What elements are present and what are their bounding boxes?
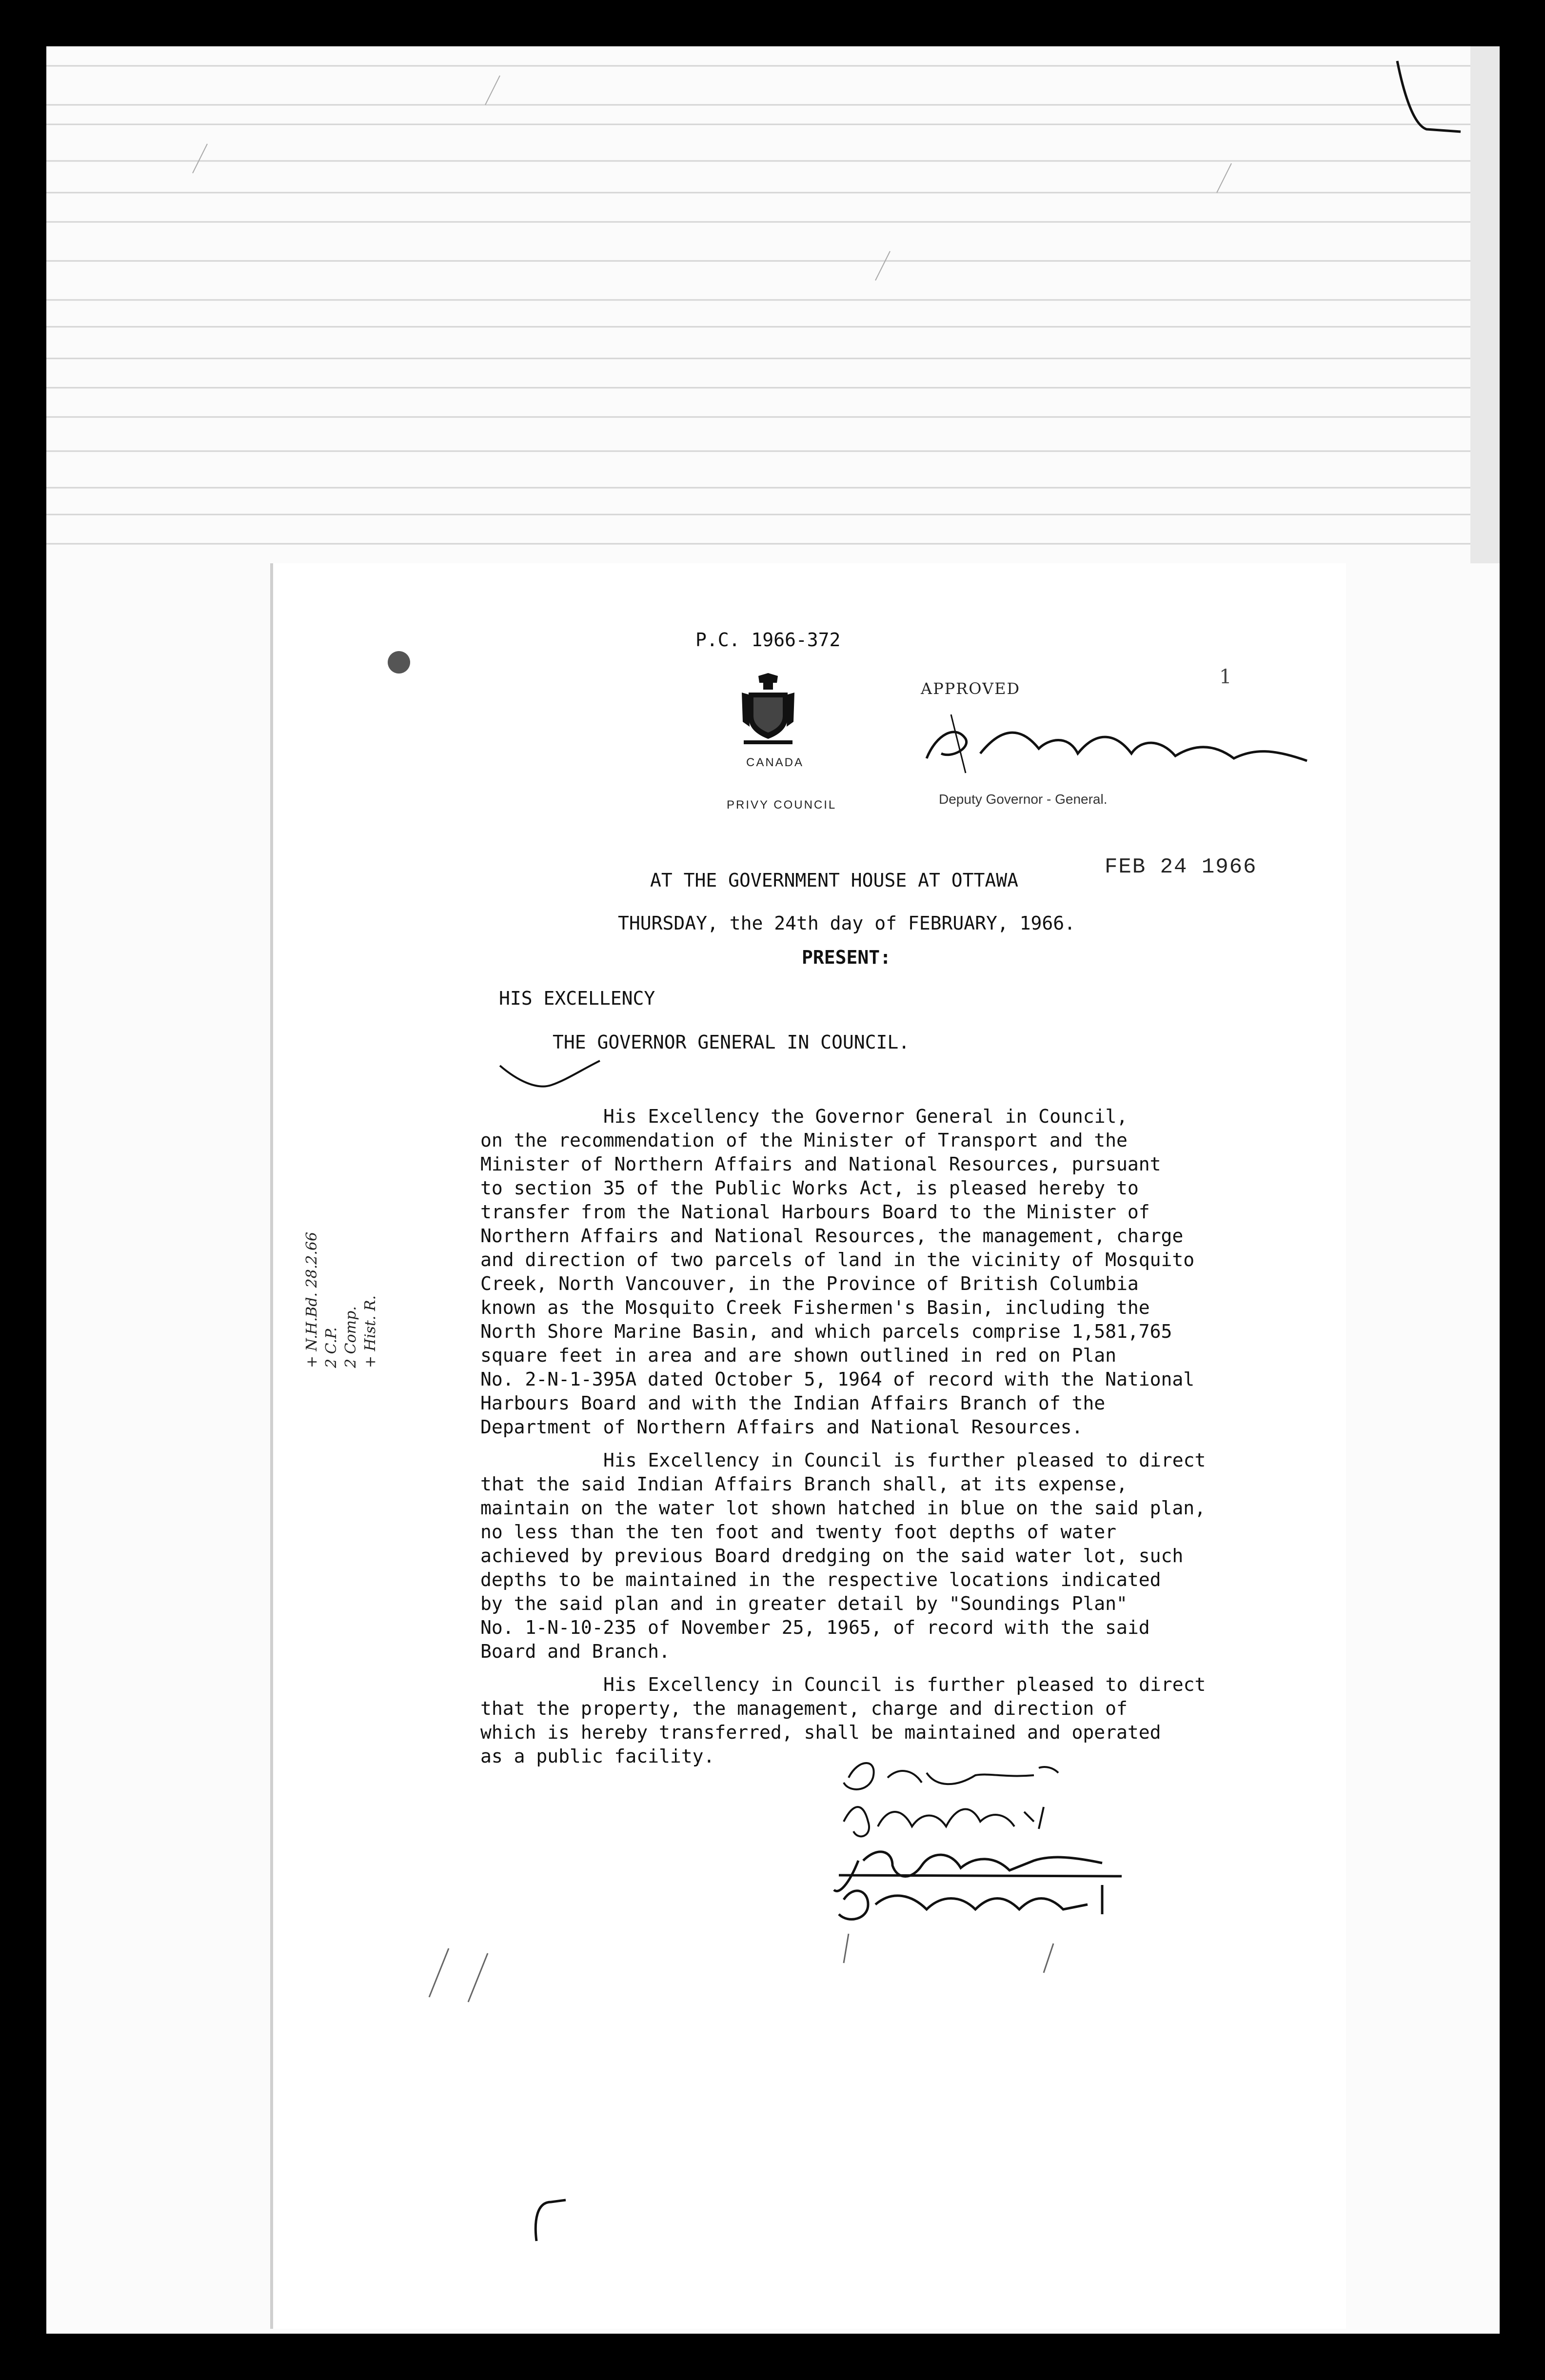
paragraph-line: Harbours Board and with the Indian Affairs Branch of the (480, 1392, 1106, 1414)
paragraph-line: achieved by previous Board dredging on the said water lot, such (480, 1545, 1184, 1567)
paragraph-line: transfer from the National Harbours Board to the Minister of (480, 1201, 1150, 1223)
paragraph-line: Northern Affairs and National Resources, the management, charge (480, 1225, 1184, 1247)
margin-note (302, 1232, 380, 1368)
paragraph-line: His Excellency in Council is further pleased to direct (603, 1449, 1206, 1471)
canada-crest-icon (739, 673, 797, 746)
paragraph-line: which is hereby transferred, shall be maintained and operated (480, 1722, 1161, 1743)
paragraph-line: Minister of Northern Affairs and National Resources, pursuant (480, 1153, 1161, 1175)
paragraph-line: as a public facility. (480, 1745, 715, 1767)
scan-streaks (46, 46, 1500, 563)
crest-caption-office: PRIVY COUNCIL (727, 798, 837, 812)
deputy-governor-line: Deputy Governor - General. (939, 792, 1108, 807)
date-stamp: FEB 24 1966 (1105, 855, 1257, 879)
paragraph-line: North Shore Marine Basin, and which parcels comprise 1,581,765 (480, 1321, 1172, 1342)
paragraph-line: to section 35 of the Public Works Act, is pleased hereby to (480, 1177, 1139, 1199)
paragraph-line: on the recommendation of the Minister of Transport and the (480, 1130, 1128, 1151)
crest-caption-country: CANADA (746, 756, 804, 769)
present-label: PRESENT: (802, 947, 891, 968)
approval-page-mark: 1 (1219, 666, 1232, 688)
paragraph-line: Board and Branch. (480, 1641, 670, 1662)
margin-note-line: + N.H.Bd. 28.2.66 (303, 1231, 320, 1368)
paragraph-line: maintain on the water lot shown hatched in blue on the said plan, (480, 1497, 1206, 1519)
microfilm-frame (46, 46, 1500, 2334)
paragraph-2 (480, 1448, 1206, 1664)
paragraph-line: Department of Northern Affairs and National Resources. (480, 1416, 1083, 1438)
location-heading: AT THE GOVERNMENT HOUSE AT OTTAWA (650, 870, 1018, 891)
paragraph-line: square feet in area and are shown outlined in red on Plan (480, 1345, 1117, 1366)
date-line: THURSDAY, the 24th day of FEBRUARY, 1966. (618, 912, 1075, 934)
punch-hole (388, 651, 410, 674)
margin-note-line: 2 Comp. (342, 1306, 359, 1368)
paragraph-line: No. 2-N-1-395A dated October 5, 1964 of record with the National (480, 1368, 1195, 1390)
margin-note-line: + Hist. R. (362, 1295, 379, 1368)
paragraph-line: by the said plan and in greater detail by "Soundings Plan" (480, 1593, 1128, 1614)
order-in-council-page (273, 563, 1346, 2329)
tick-mark (497, 1056, 614, 1095)
paragraph-line: that the said Indian Affairs Branch shall, at its expense, (480, 1473, 1128, 1495)
paragraph-line: and direction of two parcels of land in the vicinity of Mosquito (480, 1249, 1195, 1270)
paragraph-line: Creek, North Vancouver, in the Province of British Columbia (480, 1273, 1139, 1294)
approval-signature (922, 705, 1312, 783)
paragraph-line: depths to be maintained in the respective locations indicated (480, 1569, 1161, 1590)
paragraph-1 (480, 1105, 1194, 1439)
his-excellency-heading: HIS EXCELLENCY (499, 988, 655, 1009)
paragraph-line: His Excellency in Council is further pleased to direct (603, 1674, 1206, 1695)
governor-general-heading: THE GOVERNOR GENERAL IN COUNCIL. (553, 1031, 910, 1053)
paragraph-line: no less than the ten foot and twenty foot depths of water (480, 1521, 1117, 1543)
pc-number: P.C. 1966-372 (695, 629, 841, 651)
paragraph-line: known as the Mosquito Creek Fishermen's Basin, including the (480, 1297, 1150, 1318)
approval-label: APPROVED (921, 679, 1021, 698)
paragraph-line: that the property, the management, charge and direction of (480, 1698, 1128, 1719)
paragraph-line: No. 1-N-10-235 of November 25, 1965, of record with the said (480, 1617, 1150, 1638)
margin-note-line: 2 C.P. (323, 1327, 340, 1368)
filing-marks (371, 1929, 1200, 2270)
ministers-signatures (829, 1748, 1180, 1953)
paragraph-line: His Excellency the Governor General in Council, (603, 1106, 1128, 1127)
